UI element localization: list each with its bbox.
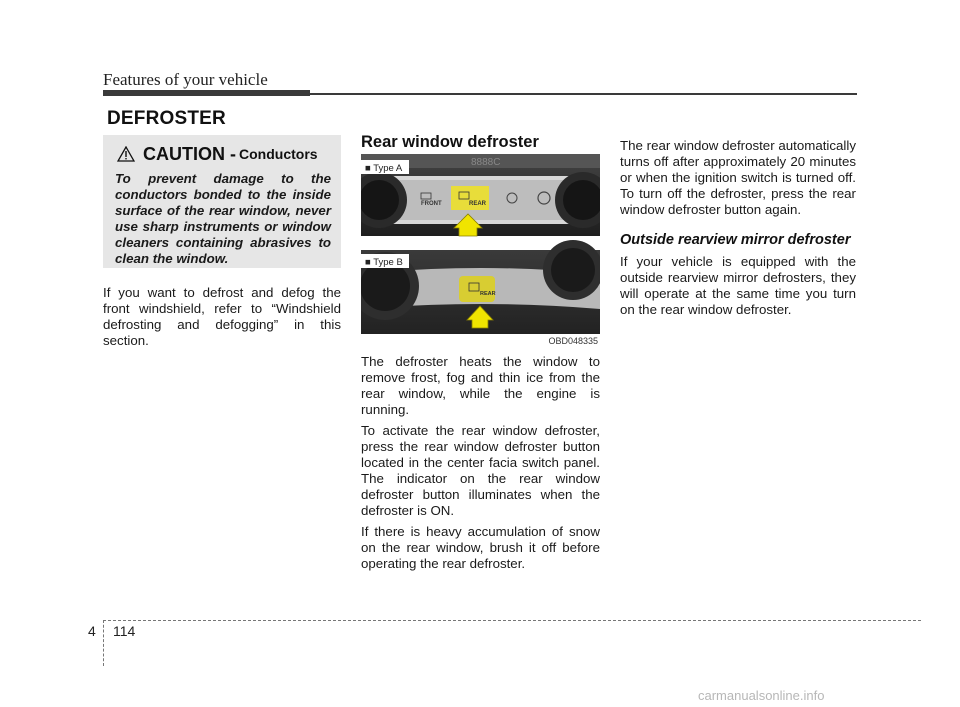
caution-heading <box>115 143 331 165</box>
caution-label: CAUTION - <box>143 143 236 164</box>
caution-text: To prevent damage to the conductors bonded to the inside surface of the rear window, never use sharp instruments or window cleaners containing abrasives to clean the window. <box>115 171 331 266</box>
rear-defroster-body <box>361 354 600 577</box>
defroster-figure <box>361 154 600 348</box>
caution-box <box>103 135 341 268</box>
col1-paragraph: If you want to defrost and defog the front windshield, refer to “Windshield defrosting and defogging” in this section. <box>103 285 341 348</box>
header-rule-thick <box>103 90 310 96</box>
rear-defroster-title: Rear window defroster <box>361 133 539 151</box>
footer-rule <box>103 620 921 621</box>
footer-page-number: 114 <box>113 623 136 639</box>
rear-button-b-highlight <box>459 276 495 302</box>
svg-text:8888C: 8888C <box>471 157 501 168</box>
rear-paragraph-2: To activate the rear window defroster, press the rear window defroster button located in the center facia switch panel. The indicator on the rear window defroster button illuminates when the defroster is ON. <box>361 423 600 518</box>
footer-divider <box>103 620 104 666</box>
col3-body <box>620 138 856 323</box>
header-rule-thin <box>310 93 857 95</box>
auto-off-paragraph: The rear window defroster automatically turns off after approximately 20 minutes or when the ignition switch is turned off. To turn off the defroster, press the rear window defroster button again. <box>620 138 856 217</box>
type-a-label: ■ Type A <box>365 163 403 174</box>
front-button-label: FRONT <box>421 201 442 207</box>
figure-code: OBD048335 <box>548 336 598 346</box>
section-title: DEFROSTER <box>107 108 226 129</box>
watermark: carmanualsonline.info <box>698 688 825 703</box>
type-b-label: ■ Type B <box>365 257 403 268</box>
rear-button-b-label: REAR <box>480 291 496 297</box>
rear-paragraph-3: If there is heavy accumulation of snow on the rear window, brush it off before operating the rear defroster. <box>361 524 600 571</box>
rear-paragraph-1: The defroster heats the window to remove frost, fog and thin ice from the rear window, while the engine is running. <box>361 354 600 417</box>
rear-button-label: REAR <box>469 201 487 207</box>
header-title: Features of your vehicle <box>103 70 268 89</box>
mirror-paragraph: If your vehicle is equipped with the outside rearview mirror defrosters, they will operate at the same time you turn on the rear window defroster. <box>620 254 856 317</box>
mirror-defroster-title: Outside rearview mirror defroster <box>620 232 851 248</box>
footer-chapter-number: 4 <box>88 623 96 639</box>
caution-sublabel: Conductors <box>239 146 318 162</box>
warning-triangle-icon <box>117 146 135 162</box>
